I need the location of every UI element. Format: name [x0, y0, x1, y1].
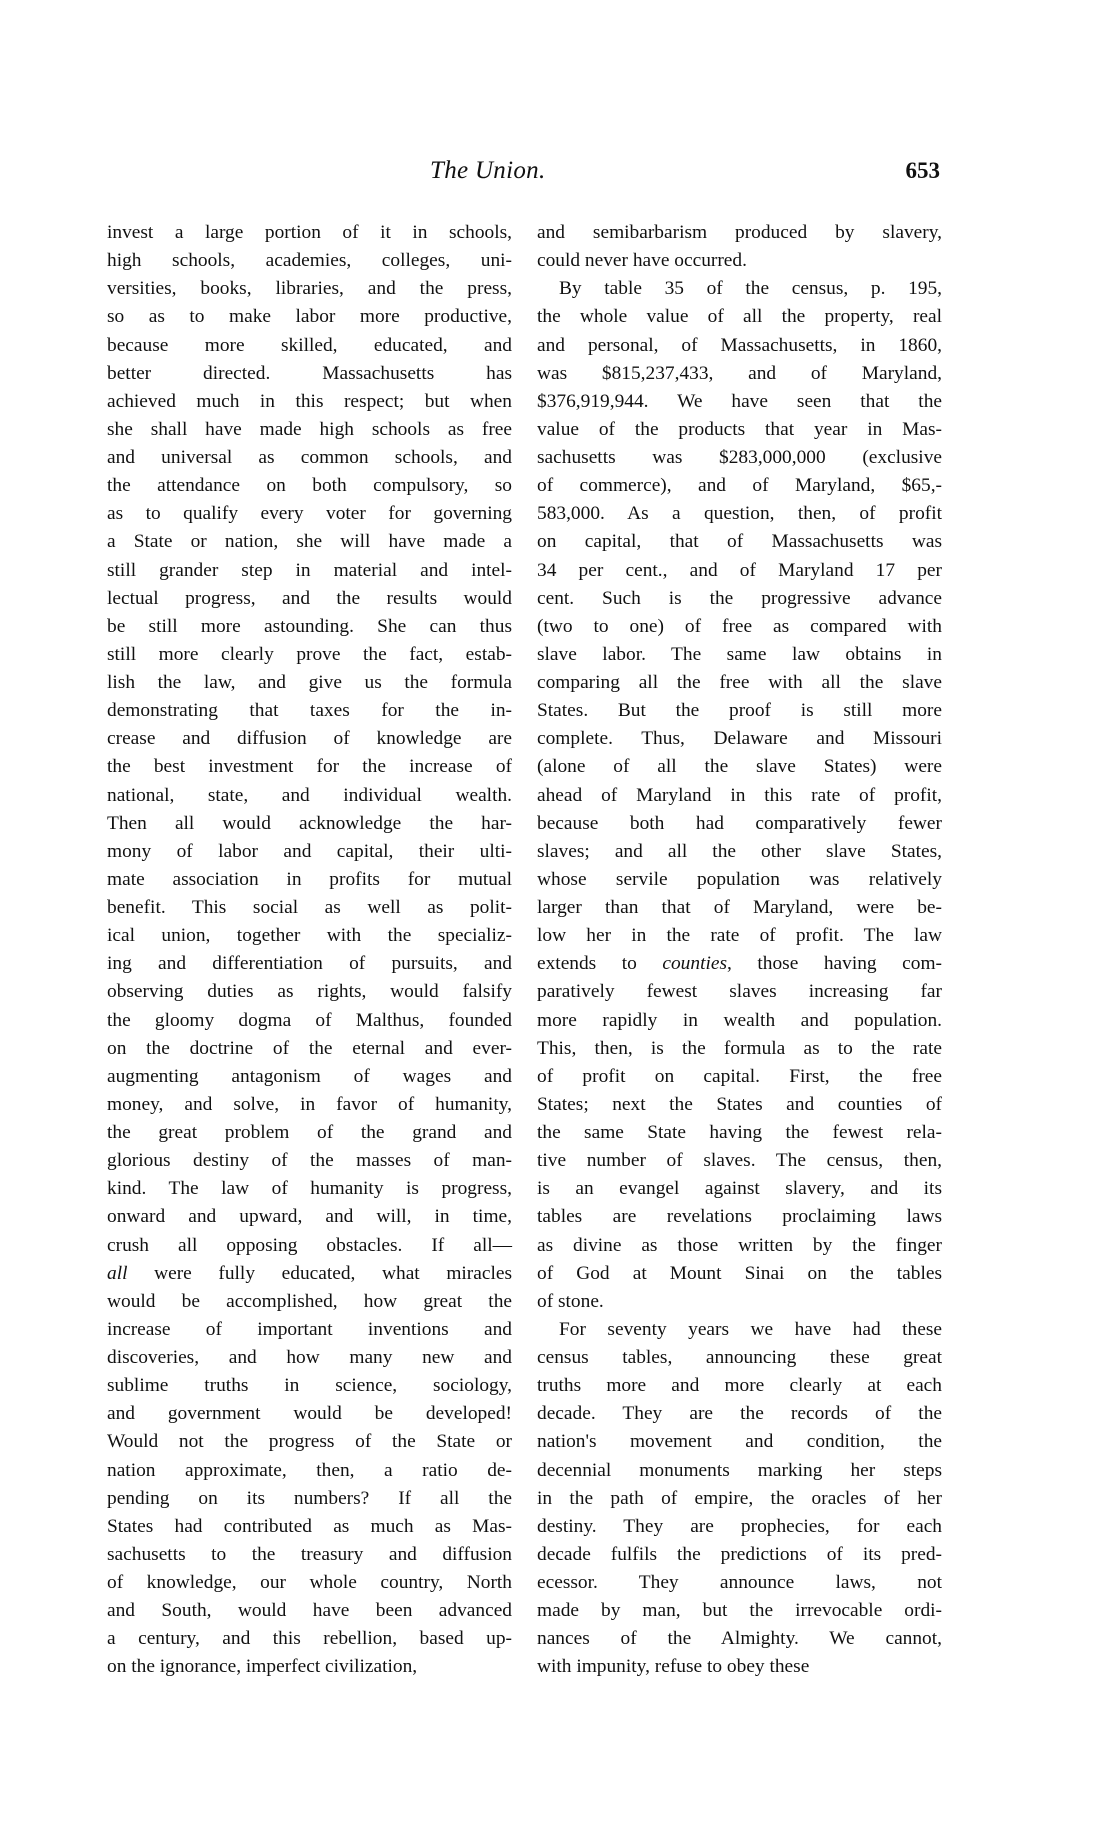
- text-line: and semibarbarism produced by slavery,: [537, 222, 942, 243]
- italic-emphasis: counties: [662, 953, 727, 975]
- text-line: (two to one) of free as compared with: [537, 615, 942, 637]
- text-line: crease and diffusion of knowledge are: [107, 728, 512, 750]
- text-line: pending on its numbers? If all the: [107, 1487, 512, 1509]
- text-line: as to qualify every voter for governing: [107, 503, 512, 525]
- text-line: 583,000. As a question, then, of profit: [537, 503, 942, 525]
- text-line: the best investment for the increase of: [107, 756, 512, 778]
- text-line: of commerce), and of Maryland, $65,-: [537, 475, 942, 497]
- text-line: a century, and this rebellion, based up-: [107, 1628, 512, 1650]
- text-line: augmenting antagonism of wages and: [107, 1065, 512, 1087]
- text-line: of knowledge, our whole country, North: [107, 1572, 512, 1593]
- text-line: larger than that of Maryland, were be-: [537, 897, 942, 918]
- text-line: whose servile population was relatively: [537, 868, 942, 890]
- text-line: ahead of Maryland in this rate of profit,: [537, 784, 942, 806]
- text-line: of God at Mount Sinai on the tables: [537, 1262, 942, 1284]
- text-line: slave labor. The same law obtains in: [537, 643, 942, 665]
- text-line: still more clearly prove the fact, estab-: [107, 643, 512, 665]
- text-line: For seventy years we have had these: [559, 1318, 942, 1340]
- text-line: sachusetts to the treasury and diffusion: [107, 1543, 512, 1565]
- text-line: she shall have made high schools as free: [107, 418, 512, 440]
- text-line: lectual progress, and the results would: [107, 587, 512, 609]
- text-line: the same State having the fewest rela-: [537, 1122, 942, 1143]
- text-line: nances of the Almighty. We cannot,: [537, 1628, 942, 1650]
- text-line: the gloomy dogma of Malthus, founded: [107, 1009, 512, 1031]
- running-title: The Union.: [430, 157, 546, 184]
- text-line: money, and solve, in favor of humanity,: [107, 1093, 512, 1115]
- text-line: glorious destiny of the masses of man-: [107, 1150, 512, 1172]
- text-line: demonstrating that taxes for the in-: [107, 700, 512, 722]
- text-line: Then all would acknowledge the har-: [107, 812, 512, 834]
- text-line: nation approximate, then, a ratio de-: [107, 1459, 512, 1481]
- running-head: [107, 156, 940, 186]
- text-line: still grander step in material and intel-: [107, 559, 512, 581]
- text-line: and South, would have been advanced: [107, 1600, 512, 1622]
- text-line: Would not the progress of the State or: [107, 1431, 512, 1453]
- text-line: crush all opposing obstacles. If all—: [107, 1234, 512, 1256]
- text-line: comparing all the free with all the slave: [537, 672, 942, 693]
- text-line: low her in the rate of profit. The law: [537, 925, 942, 947]
- text-line: mony of labor and capital, their ulti-: [107, 840, 512, 862]
- text-line: and government would be developed!: [107, 1403, 512, 1425]
- text-line: made by man, but the irrevocable ordi-: [537, 1600, 942, 1622]
- text-line: increase of important inventions and: [107, 1318, 512, 1340]
- text-line: cent. Such is the progressive advance: [537, 587, 942, 609]
- text-line: and personal, of Massachusetts, in 1860,: [537, 334, 942, 356]
- text-line: ing and differentiation of pursuits, and: [107, 953, 512, 975]
- text-line: $376,919,944. We have seen that the: [537, 390, 942, 412]
- text-line: of profit on capital. First, the free: [537, 1065, 942, 1087]
- text-line: States; next the States and counties of: [537, 1093, 942, 1115]
- text-line: because both had comparatively fewer: [537, 812, 942, 834]
- text-line: decade. They are the records of the: [537, 1403, 942, 1425]
- text-line: high schools, academies, colleges, uni-: [107, 250, 512, 272]
- text-line: By table 35 of the census, p. 195,: [559, 278, 942, 300]
- text-line: benefit. This social as well as polit-: [107, 897, 512, 918]
- text-line: lish the law, and give us the formula: [107, 672, 512, 693]
- text-line: tables are revelations proclaiming laws: [537, 1206, 942, 1228]
- left-column: [107, 219, 512, 1682]
- text-line: ecessor. They announce laws, not: [537, 1572, 942, 1593]
- text-line: census tables, announcing these great: [537, 1347, 942, 1368]
- right-column: [537, 219, 942, 1682]
- text-line: achieved much in this respect; but when: [107, 390, 512, 412]
- text-line: tive number of slaves. The census, then,: [537, 1150, 942, 1172]
- text-line: on capital, that of Massachusetts was: [537, 531, 942, 553]
- text-line: discoveries, and how many new and: [107, 1347, 512, 1368]
- page-number: 653: [905, 158, 940, 183]
- text-line: all were fully educated, what miracles: [107, 1262, 512, 1284]
- text-line: of stone.: [537, 1290, 604, 1312]
- text-line: onward and upward, and will, in time,: [107, 1206, 512, 1228]
- text-line: 34 per cent., and of Maryland 17 per: [537, 559, 942, 581]
- text-line: would be accomplished, how great the: [107, 1290, 512, 1312]
- text-line: invest a large portion of it in schools,: [107, 222, 512, 243]
- text-line: because more skilled, educated, and: [107, 334, 512, 356]
- text-line: a State or nation, she will have made a: [107, 531, 512, 553]
- text-line: observing duties as rights, would falsify: [107, 981, 512, 1003]
- italic-emphasis: all: [107, 1262, 128, 1284]
- text-line: in the path of empire, the oracles of her: [537, 1487, 942, 1509]
- text-line: better directed. Massachusetts has: [107, 362, 512, 384]
- text-line: the whole value of all the property, real: [537, 306, 942, 328]
- text-line: destiny. They are prophecies, for each: [537, 1515, 942, 1537]
- text-line: sublime truths in science, sociology,: [107, 1375, 512, 1397]
- text-line: decennial monuments marking her steps: [537, 1459, 942, 1481]
- text-line: States. But the proof is still more: [537, 700, 942, 722]
- text-line: on the ignorance, imperfect civilization,: [107, 1656, 418, 1678]
- text-line: national, state, and individual wealth.: [107, 784, 512, 806]
- text-line: (alone of all the slave States) were: [537, 756, 942, 778]
- text-line: is an evangel against slavery, and its: [537, 1178, 942, 1200]
- text-line: complete. Thus, Delaware and Missouri: [537, 728, 942, 750]
- text-line: value of the products that year in Mas-: [537, 418, 942, 440]
- text-line: nation's movement and condition, the: [537, 1431, 942, 1453]
- text-line: This, then, is the formula as to the rate: [537, 1037, 942, 1059]
- text-line: be still more astounding. She can thus: [107, 615, 512, 637]
- text-line: slaves; and all the other slave States,: [537, 840, 942, 862]
- text-line: the attendance on both compulsory, so: [107, 475, 512, 497]
- text-line: paratively fewest slaves increasing far: [537, 981, 942, 1003]
- text-line: truths more and more clearly at each: [537, 1375, 942, 1397]
- text-line: could never have occurred.: [537, 250, 747, 272]
- text-line: the great problem of the grand and: [107, 1122, 512, 1143]
- text-line: so as to make labor more productive,: [107, 306, 512, 328]
- text-line: versities, books, libraries, and the press,: [107, 278, 512, 300]
- text-line: mate association in profits for mutual: [107, 868, 512, 890]
- text-line: and universal as common schools, and: [107, 447, 512, 468]
- text-line: sachusetts was $283,000,000 (exclusive: [537, 447, 942, 468]
- text-line: States had contributed as much as Mas-: [107, 1515, 512, 1537]
- text-line: on the doctrine of the eternal and ever-: [107, 1037, 512, 1059]
- text-line: with impunity, refuse to obey these: [537, 1656, 810, 1678]
- text-line: ical union, together with the specializ-: [107, 925, 512, 947]
- text-line: as divine as those written by the finger: [537, 1234, 942, 1256]
- text-line: decade fulfils the predictions of its pred-: [537, 1543, 942, 1565]
- text-line: was $815,237,433, and of Maryland,: [537, 362, 942, 384]
- text-line: extends to counties, those having com-: [537, 953, 942, 975]
- text-line: more rapidly in wealth and population.: [537, 1009, 942, 1031]
- text-line: kind. The law of humanity is progress,: [107, 1178, 512, 1200]
